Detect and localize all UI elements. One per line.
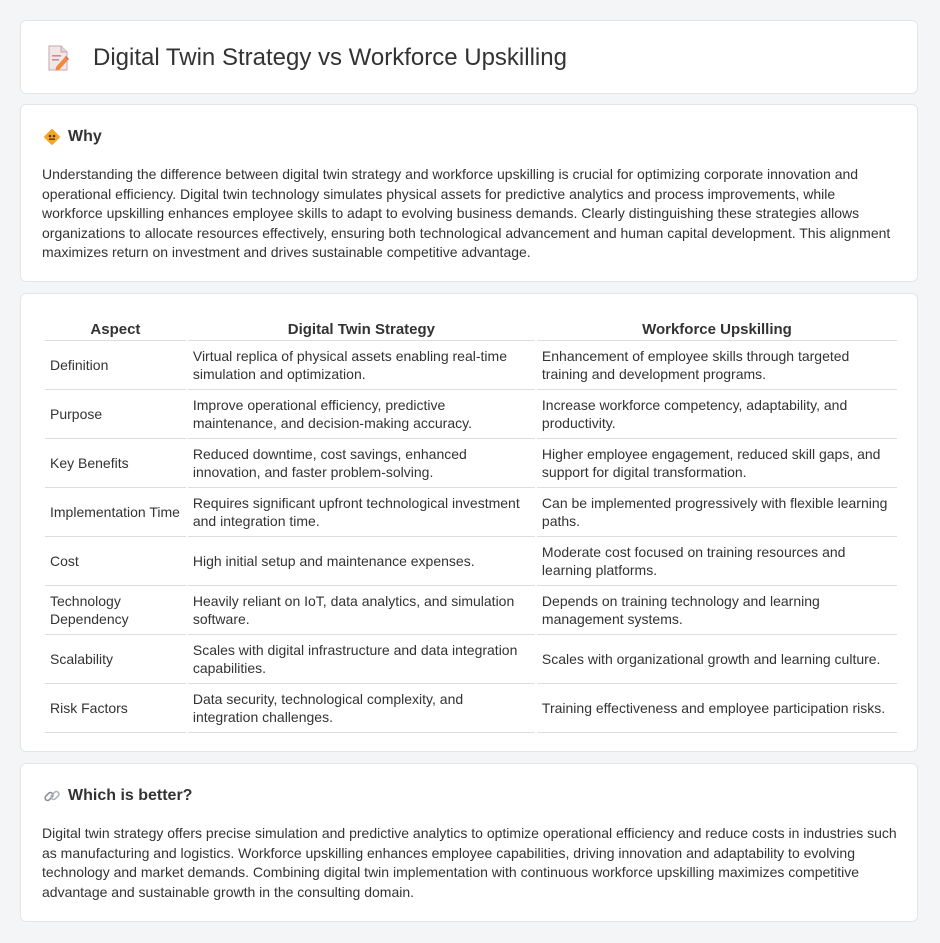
table-row <box>45 488 897 537</box>
table-row <box>45 341 897 390</box>
row-aspect: Definition <box>45 341 186 390</box>
table-row <box>45 586 897 635</box>
row-aspect: Purpose <box>45 390 186 439</box>
row-upskilling: Can be implemented progressively with flexible learning paths. <box>537 488 897 537</box>
row-aspect: Technology Dependency <box>45 586 186 635</box>
header-upskilling: Workforce Upskilling <box>537 314 897 341</box>
comparison-card <box>20 293 918 752</box>
title-card <box>20 20 918 94</box>
row-digital-twin: High initial setup and maintenance expenses. <box>188 537 535 586</box>
warning-sign-icon <box>43 128 61 146</box>
row-digital-twin: Virtual replica of physical assets enabling real-time simulation and optimization. <box>188 341 535 390</box>
row-aspect: Scalability <box>45 635 186 684</box>
row-upskilling: Moderate cost focused on training resources and learning platforms. <box>537 537 897 586</box>
header-digital-twin: Digital Twin Strategy <box>188 314 535 341</box>
row-digital-twin: Data security, technological complexity, and integration challenges. <box>188 684 535 733</box>
table-row <box>45 537 897 586</box>
page-title: Digital Twin Strategy vs Workforce Upskilling <box>93 44 567 71</box>
better-card <box>20 763 918 922</box>
comparison-table <box>43 314 899 733</box>
row-digital-twin: Scales with digital infrastructure and data integration capabilities. <box>188 635 535 684</box>
table-row <box>45 439 897 488</box>
why-text: Understanding the difference between digital twin strategy and workforce upskilling is crucial for optimizing corporate innovation and operational efficiency. Digital twin technology simulates physical assets for predictive analytics and process improvements, while workforce upskilling enhances employee skills to adapt to evolving business demands. Clearly distinguishing these strategies allows organizations to allocate resources effectively, ensuring both technological advancement and human capital development. This alignment maximizes return on investment and drives sustainable competitive advantage. <box>42 166 891 261</box>
better-heading <box>43 787 192 805</box>
row-upskilling: Training effectiveness and employee participation risks. <box>537 684 897 733</box>
row-aspect: Key Benefits <box>45 439 186 488</box>
row-digital-twin: Reduced downtime, cost savings, enhanced innovation, and faster problem-solving. <box>188 439 535 488</box>
row-upskilling: Scales with organizational growth and learning culture. <box>537 635 897 684</box>
row-aspect: Implementation Time <box>45 488 186 537</box>
header-aspect: Aspect <box>45 314 186 341</box>
row-aspect: Risk Factors <box>45 684 186 733</box>
better-heading-label: Which is better? <box>68 787 193 804</box>
row-digital-twin: Heavily reliant on IoT, data analytics, and simulation software. <box>188 586 535 635</box>
row-upskilling: Depends on training technology and learning management systems. <box>537 586 897 635</box>
table-row <box>45 635 897 684</box>
document-pencil-icon <box>47 45 69 71</box>
title-row <box>47 43 567 73</box>
row-upskilling: Higher employee engagement, reduced skill gaps, and support for digital transformation. <box>537 439 897 488</box>
why-card <box>20 104 918 282</box>
why-heading-label: Why <box>68 128 102 145</box>
table-row <box>45 684 897 733</box>
link-icon <box>43 787 61 805</box>
row-digital-twin: Requires significant upfront technological investment and integration time. <box>188 488 535 537</box>
row-digital-twin: Improve operational efficiency, predictive maintenance, and decision-making accuracy. <box>188 390 535 439</box>
row-upskilling: Enhancement of employee skills through targeted training and development programs. <box>537 341 897 390</box>
row-aspect: Cost <box>45 537 186 586</box>
row-upskilling: Increase workforce competency, adaptability, and productivity. <box>537 390 897 439</box>
table-row <box>45 390 897 439</box>
table-header-row <box>45 314 897 341</box>
why-heading <box>43 128 102 146</box>
better-text: Digital twin strategy offers precise simulation and predictive analytics to optimize operational efficiency and reduce costs in industries such as manufacturing and logistics. Workforce upskilling enhances employee capabilities, driving innovation and adaptability to evolving technology and market demands. Combining digital twin implementation with continuous workforce upskilling maximizes competitive advantage and sustainable growth in the consulting domain. <box>42 825 897 900</box>
